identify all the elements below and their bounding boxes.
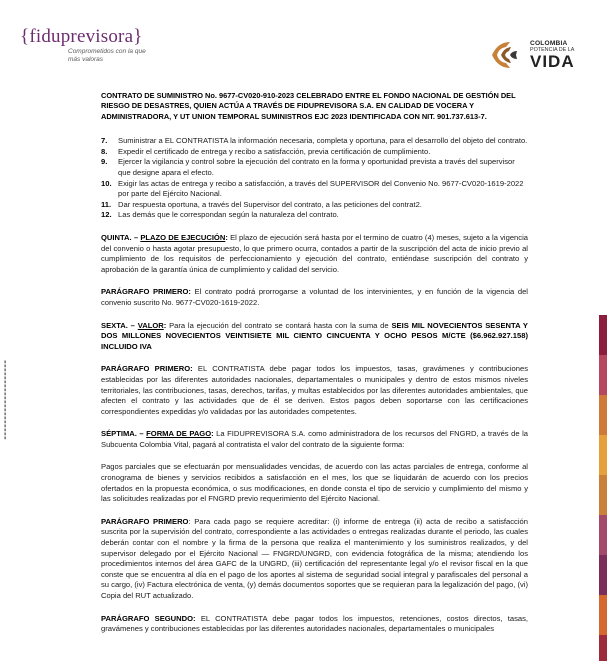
paragraph-text: EL CONTRATISTA debe pagar todos los impuestos, retenciones, costos directos, tasas, gravámenes y contribuciones establecidas por las diferentes autoridades nacionales, departamentales o municipales <box>101 613 528 634</box>
clause-label: SÉPTIMA. <box>101 429 137 439</box>
list-item-text: Suministrar a EL CONTRATISTA la información necesaria, completa y oportuna, para el desarrollo del objeto del contrato. <box>118 136 528 146</box>
clause-sexta <box>101 321 528 353</box>
paragraph-text: El contrato podrá prorrogarse a voluntad de los intervinientes, y en función de la vigencia del convenio suscrito No. 9677-CV020-1619-2022. <box>101 287 528 307</box>
colombia-label: COLOMBIA <box>530 40 568 47</box>
contract-amount: SEIS MIL NOVECIENTOS SESENTA Y DOS MILLONES NOVECIENTOS VEINTISIETE MIL CIENTO CINCUENTA Y OCHO PESOS M/CTE ($6.962.927.158) INCLUIDO IVA <box>101 320 529 351</box>
clause-dash: – <box>131 232 141 242</box>
list-item-text: Exigir las actas de entrega y recibo a satisfacción, a través del SUPERVISOR del Convenio No. 9677-CV020-1619-2022 por parte del Ejército Nacional. <box>118 178 524 199</box>
list-item <box>101 147 528 158</box>
paragraph-text: EL CONTRATISTA debe pagar todos los impuestos, tasas, gravámenes y contribuciones establecidas por las diferentes autoridades nacionales, departamentales o municipales y dentro de estos mismos niveles territoriales, las contribuciones, tasas, derechos, tarifas, y multas establecidos por las diferentes autoridades ambientales, que afecten el contrato y las actividades que de él se deriven. Estos pagos deben soportarse con las certificaciones correspondientes expedidas y/o validadas por las autoridades competentes. <box>101 364 529 416</box>
list-item <box>101 179 528 200</box>
clause-label: SEXTA. <box>101 320 128 330</box>
paragraph-text: : Para cada pago se requiere acreditar: (i) informe de entrega (ii) acta de recibo a satisfacción suscrita por la supervisión del contrato, correspondiente a las actividades o entregas realizadas durante el periodo, las cuales deberán contar con el nombre y la firma de la persona que realiza el mantenimiento y los suministros realizados, y del supervisor delegado por el Ejército Nacional — FNGRD/UNGRD, con evidencia fotográfica de la misma; atendiendo los procedimientos internos del área GAFC de la UNGRD, (iii) certificación del representante legal y/o el revisor fiscal en la que conste que se encuentra al día en el pago de los aportes al sistema de seguridad social integral y parafiscales del personal a su cargo, (iv) Factura electrónica de venta, (y) demás documentos soportes que se requieran para la legalización del pago, (vi) Copia del RUT actualizado. <box>101 516 528 600</box>
clause-dash: – <box>127 320 138 330</box>
obligations-list <box>101 136 528 221</box>
colombia-potencia-logo <box>488 38 588 72</box>
clause-heading: PLAZO DE EJECUCIÓN <box>140 232 226 242</box>
paragraph-primero-plazo <box>101 287 528 308</box>
paragraph-label: PARÁGRAFO PRIMERO: <box>101 364 193 374</box>
list-item-number: 11. <box>101 199 112 209</box>
list-item-text: Dar respuesta oportuna, a través del Supervisor del contrato, a las peticiones del contrat2. <box>118 199 422 209</box>
paragraph-label: PARÁGRAFO PRIMERO <box>101 516 189 526</box>
paragraph-primero-pago <box>101 517 528 602</box>
list-item-number: 10. <box>101 178 112 188</box>
clause-text: Para la ejecución del contrato se contará hasta con la suma de <box>166 320 392 330</box>
right-color-bar <box>599 315 607 661</box>
list-item-number: 9. <box>101 157 108 167</box>
clause-label: QUINTA. <box>101 232 132 242</box>
paragraph-pagos-parciales: Pagos parciales que se efectuarán por mensualidades vencidas, de acuerdo con las actas parciales de entrega, conforme al cronograma de bienes y servicios recibidos a satisfacción en el mes, los que se liquidarán de acuerdo con los precios ofertados en la propuesta económica, o sus modificaciones, en donde consta el tipo de servicio y cumplimiento del mismo y las solicitudes realizadas por el FNGRD previo requerimiento del Ejército Nacional. <box>101 462 528 504</box>
margin-stamp: ▮▮▮▮▮▮▮▮▮▮▮▮▮▮▮▮▮▮▮▮ <box>3 360 7 440</box>
paragraph-primero-valor <box>101 364 528 417</box>
paragraph-label: PARÁGRAFO PRIMERO: <box>101 287 191 297</box>
list-item-text: Ejercer la vigilancia y control sobre la ejecución del contrato en la forma y oportunidad prevista a través del supervisor que designe apara el efecto. <box>118 157 515 177</box>
document-body <box>101 91 528 635</box>
clause-heading: VALOR <box>137 320 164 330</box>
clause-colon: : <box>163 320 167 330</box>
list-item <box>101 210 528 221</box>
list-item-text: Las demás que le correspondan según la naturaleza del contrato. <box>118 210 339 220</box>
colombia-emblem-icon <box>488 38 522 72</box>
clause-septima <box>101 429 528 450</box>
fiduprevisora-tagline: Comprometidos con la que más valoras <box>68 48 146 63</box>
clause-text: La FIDUPREVISORA S.A. como administradora de los recursos del FNGRD, a través de la Subcuenta Colombia Vital, pagará al contratista el valor del contrato de la siguiente forma: <box>101 429 528 449</box>
list-item-number: 12. <box>101 210 112 220</box>
list-item <box>101 157 528 178</box>
list-item-number: 8. <box>101 146 108 156</box>
list-item <box>101 200 528 211</box>
fiduprevisora-logo <box>20 26 148 63</box>
clause-dash: – <box>136 429 147 439</box>
contract-title: CONTRATO DE SUMINISTRO No. 9677-CV020-910-2023 CELEBRADO ENTRE EL FONDO NACIONAL DE GESTIÓN DEL RIESGO DE DESASTRES, QUIEN ACTÚA A TRAVÉS DE FIDUPREVISORA S.A. EN CALIDAD DE VOCERA Y ADMINISTRADORA, Y UT UNION TEMPORAL SUMINISTROS EJC 2023 IDENTIFICADA CON NIT. 901.737.613-7. <box>101 91 516 121</box>
vida-label: VIDA <box>530 51 575 71</box>
clause-colon: : <box>211 429 214 439</box>
clause-colon: : <box>225 232 228 242</box>
fiduprevisora-wordmark: {fiduprevisora} <box>20 26 143 47</box>
clause-quinta <box>101 233 528 275</box>
paragraph-label: PARÁGRAFO SEGUNDO: <box>101 613 196 623</box>
potencia-label: POTENCIA DE LA <box>530 47 575 53</box>
list-item <box>101 136 528 147</box>
clause-text: El plazo de ejecución será hasta por el termino de cuatro (4) meses, sujeto a la vigencia del convenio o hasta agotar presupuesto, lo que primero ocurra, contados a partir de la suscripción del acta de inicio previo al cumplimiento de los requisitos de perfeccionamiento y ejecución del contrato, entiéndase suscripción del contrato y aprobación de la garantía única de cumplimiento y calidad del servicio. <box>101 232 528 274</box>
clause-heading: FORMA DE PAGO <box>146 429 212 439</box>
paragraph-segundo <box>101 614 528 635</box>
list-item-number: 7. <box>101 136 108 146</box>
list-item-text: Expedir el certificado de entrega y recibo a satisfacción, previa certificación de cumplimiento. <box>118 146 431 156</box>
